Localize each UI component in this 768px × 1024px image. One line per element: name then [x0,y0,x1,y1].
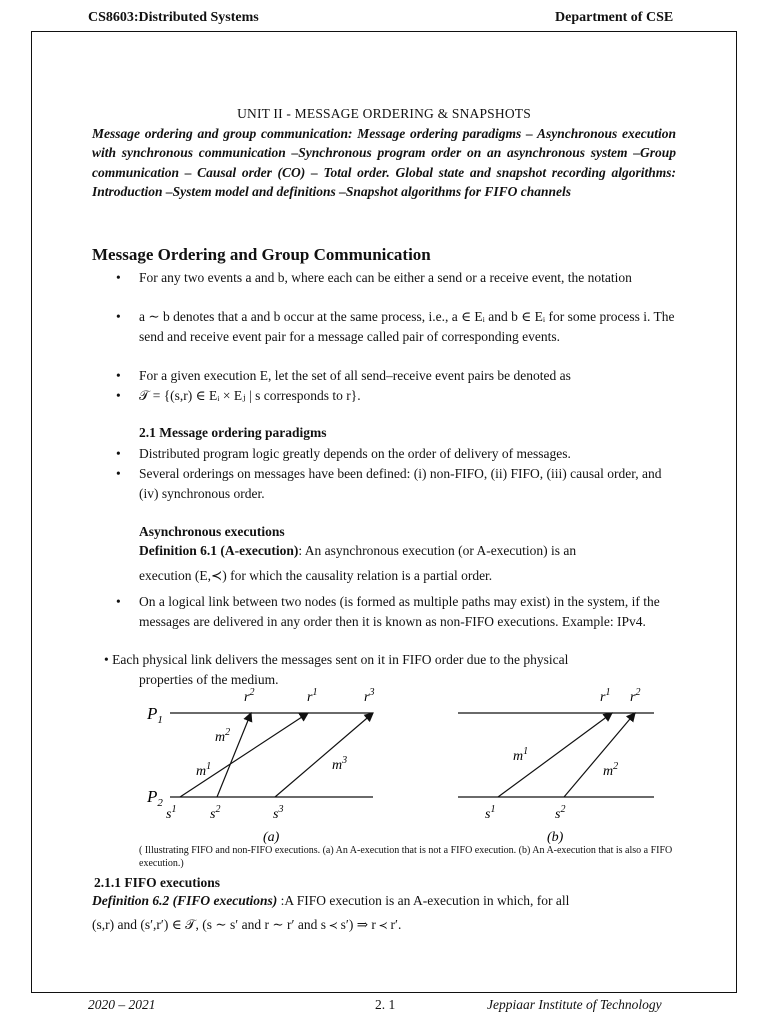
section-title: Message Ordering and Group Communication [92,245,431,264]
label-p2: $P_2$ [147,787,163,809]
bullet-fifo-link: • Each physical link delivers the messages sent on it in FIFO order due to the physical [104,652,569,667]
subsection-message-ordering: 2.1 Message ordering paradigms [139,425,327,440]
label-m2-b: $m^2$ [603,761,619,779]
footer-institute: Jeppiaar Institute of Technology [487,997,662,1012]
definition-6-2-text: :A FIFO execution is an A-execution in which, for all [277,893,570,908]
label-s2: $s^2$ [210,804,221,822]
label-m3: $m^3$ [332,755,348,773]
bullet-non-fifo: On a logical link between two nodes (is formed as multiple paths may exist) in the system, if the messages are delivered in any order then it is known as non-FIFO executions. Example: IPv4. [139,594,660,629]
bullet-same-process: a ∼ b denotes that a and b occur at the same process, i.e., a ∈ Eᵢ and b ∈ Eᵢ for some process i. The send and receive event pair for a message called pair of corresponding events. [139,309,675,344]
fifo-figure [130,685,670,845]
bullet-dot: • [116,594,121,609]
bullet-dot: • [116,368,121,383]
label-s3: $s^3$ [273,804,284,822]
label-r1-b: $r^1$ [600,687,611,705]
caption-a: (a) [263,830,280,845]
message-arrow-m2-b [564,713,635,797]
bullet-dot: • [116,466,121,481]
bullet-program-logic: Distributed program logic greatly depends on the order of delivery of messages. [139,446,571,461]
label-p1: $P_1$ [147,704,163,726]
label-s2-b: $s^2$ [555,804,566,822]
label-r2: $r^2$ [244,687,255,705]
caption-b: (b) [547,830,564,845]
definition-6-1 [139,543,679,559]
message-arrow-m2 [217,713,251,797]
bullet-orderings: Several orderings on messages have been defined: (i) non-FIFO, (ii) FIFO, (iii) causal order, and (iv) synchronous order. [139,466,662,501]
definition-6-2-label: Definition 6.2 (FIFO executions) [92,893,278,908]
label-r2-b: $r^2$ [630,687,641,705]
definition-6-2-cont: (s,r) and (s′,r′) ∈ 𝒯, (s ∼ s′ and r ∼ r′ and s ≺ s′) ⇒ r ≺ r′. [92,917,402,932]
definition-6-1-cont: execution (E,≺) for which the causality relation is a partial order. [139,568,493,583]
label-r1: $r^1$ [307,687,318,705]
figure-b [458,687,654,845]
bullet-dot: • [116,270,121,285]
bullet-set-t: 𝒯 = {(s,r) ∈ Eᵢ × Eⱼ | s corresponds to r}. [139,388,361,403]
label-m1-b: $m^1$ [513,746,529,764]
bullet-notation: For any two events a and b, where each can be either a send or a receive event, the notation [139,270,632,285]
bullet-fifo-link-cont: properties of the medium. [139,672,279,687]
subsection-fifo: 2.1.1 FIFO executions [94,875,220,890]
bullet-execution: For a given execution E, let the set of all send–receive event pairs be denoted as [139,368,571,383]
label-m2: $m^2$ [215,727,231,745]
figure-a [146,687,374,845]
async-title: Asynchronous executions [139,524,285,539]
definition-6-2 [92,893,569,909]
footer-year: 2020 – 2021 [88,997,156,1012]
label-s1-b: $s^1$ [485,804,496,822]
header-department: Department of CSE [555,10,674,25]
label-m1: $m^1$ [196,761,212,779]
unit-title: UNIT II - MESSAGE ORDERING & SNAPSHOTS [237,106,531,121]
definition-6-1-text: : An asynchronous execution (or A-execution) is an [298,543,577,558]
bullet-dot: • [116,388,121,403]
bullet-dot: • [116,309,121,324]
label-s1: $s^1$ [166,804,177,822]
header-course: CS8603:Distributed Systems [88,10,259,25]
definition-6-1-label: Definition 6.1 (A-execution) [139,543,299,558]
syllabus-text: Message ordering and group communication: Message ordering paradigms – Asynchronous execution with synchronous communication –Synchronous program order on an asynchronous system –Group communication – Causal order (CO) – Total order. Global state and snapshot recording algorithms: Introduction –System model and definitions –Snapshot algorithms for FIFO channels [92,126,676,199]
footer-page-number: 2. 1 [375,997,396,1012]
label-r3: $r^3$ [364,687,375,705]
bullet-dot: • [116,446,121,461]
figure-caption: ( Illustrating FIFO and non-FIFO executions. (a) An A-execution that is not a FIFO execution. (b) An A-execution that is also a FIFO execution.) [139,845,673,869]
